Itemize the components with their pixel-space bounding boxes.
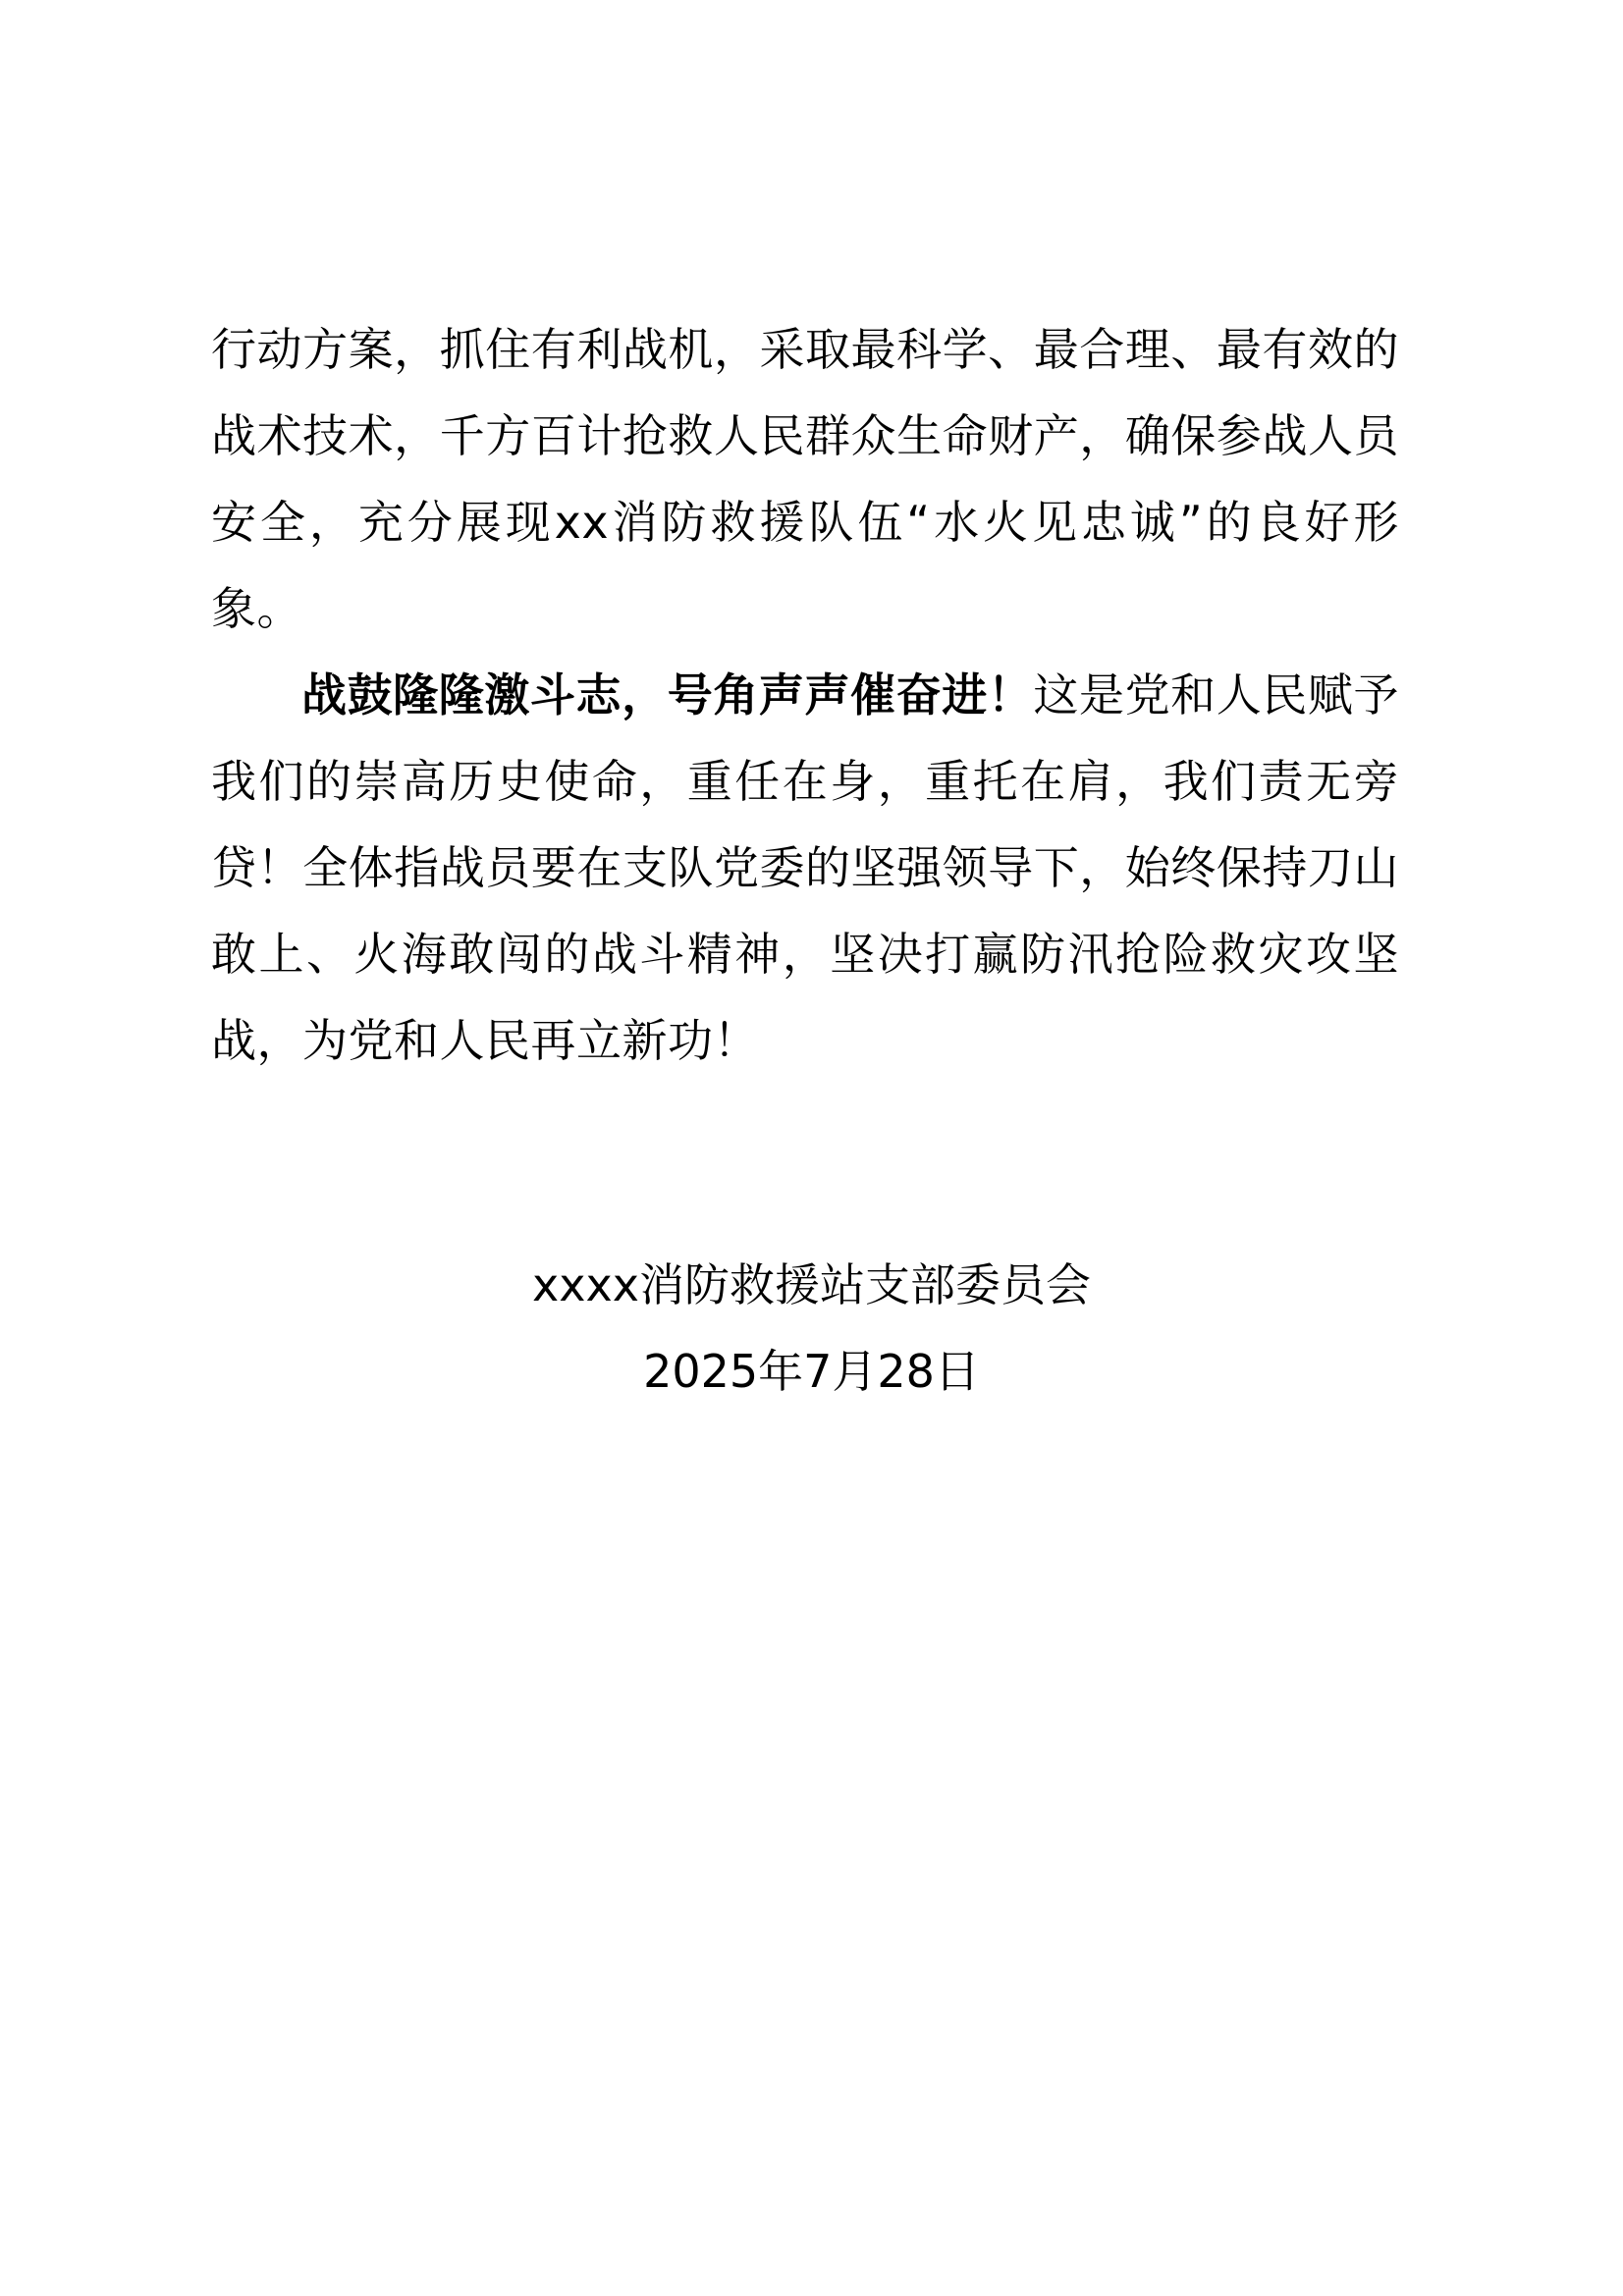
paragraph-continuation	[211, 306, 1399, 652]
signature-date: 2025年7月28日	[643, 1345, 980, 1398]
document-body	[211, 306, 1399, 1084]
paragraph-text: 这是党和人民赋予我们的崇高历史使命，重任在身，重托在肩，我们责无旁贷！全体指战员要在支队党委的坚强领导下，始终保持刀山敢上、火海敢闯的战斗精神，坚决打赢防汛抢险救灾攻坚战，为党和人民再立新功！	[211, 668, 1400, 1067]
paragraph-bold-lead: 战鼓隆隆激斗志，号角声声催奋进！	[301, 668, 1034, 721]
signature-organization: xxxx消防救援站支部委员会	[532, 1258, 1091, 1311]
paragraph-text: 行动方案，抓住有利战机，采取最科学、最合理、最有效的战术技术，千方百计抢救人民群众生命财产，确保参战人员安全，充分展现xx消防救援队伍“水火见忠诚”的良好形象。	[211, 323, 1399, 635]
paragraph-closing-call	[211, 652, 1399, 1084]
